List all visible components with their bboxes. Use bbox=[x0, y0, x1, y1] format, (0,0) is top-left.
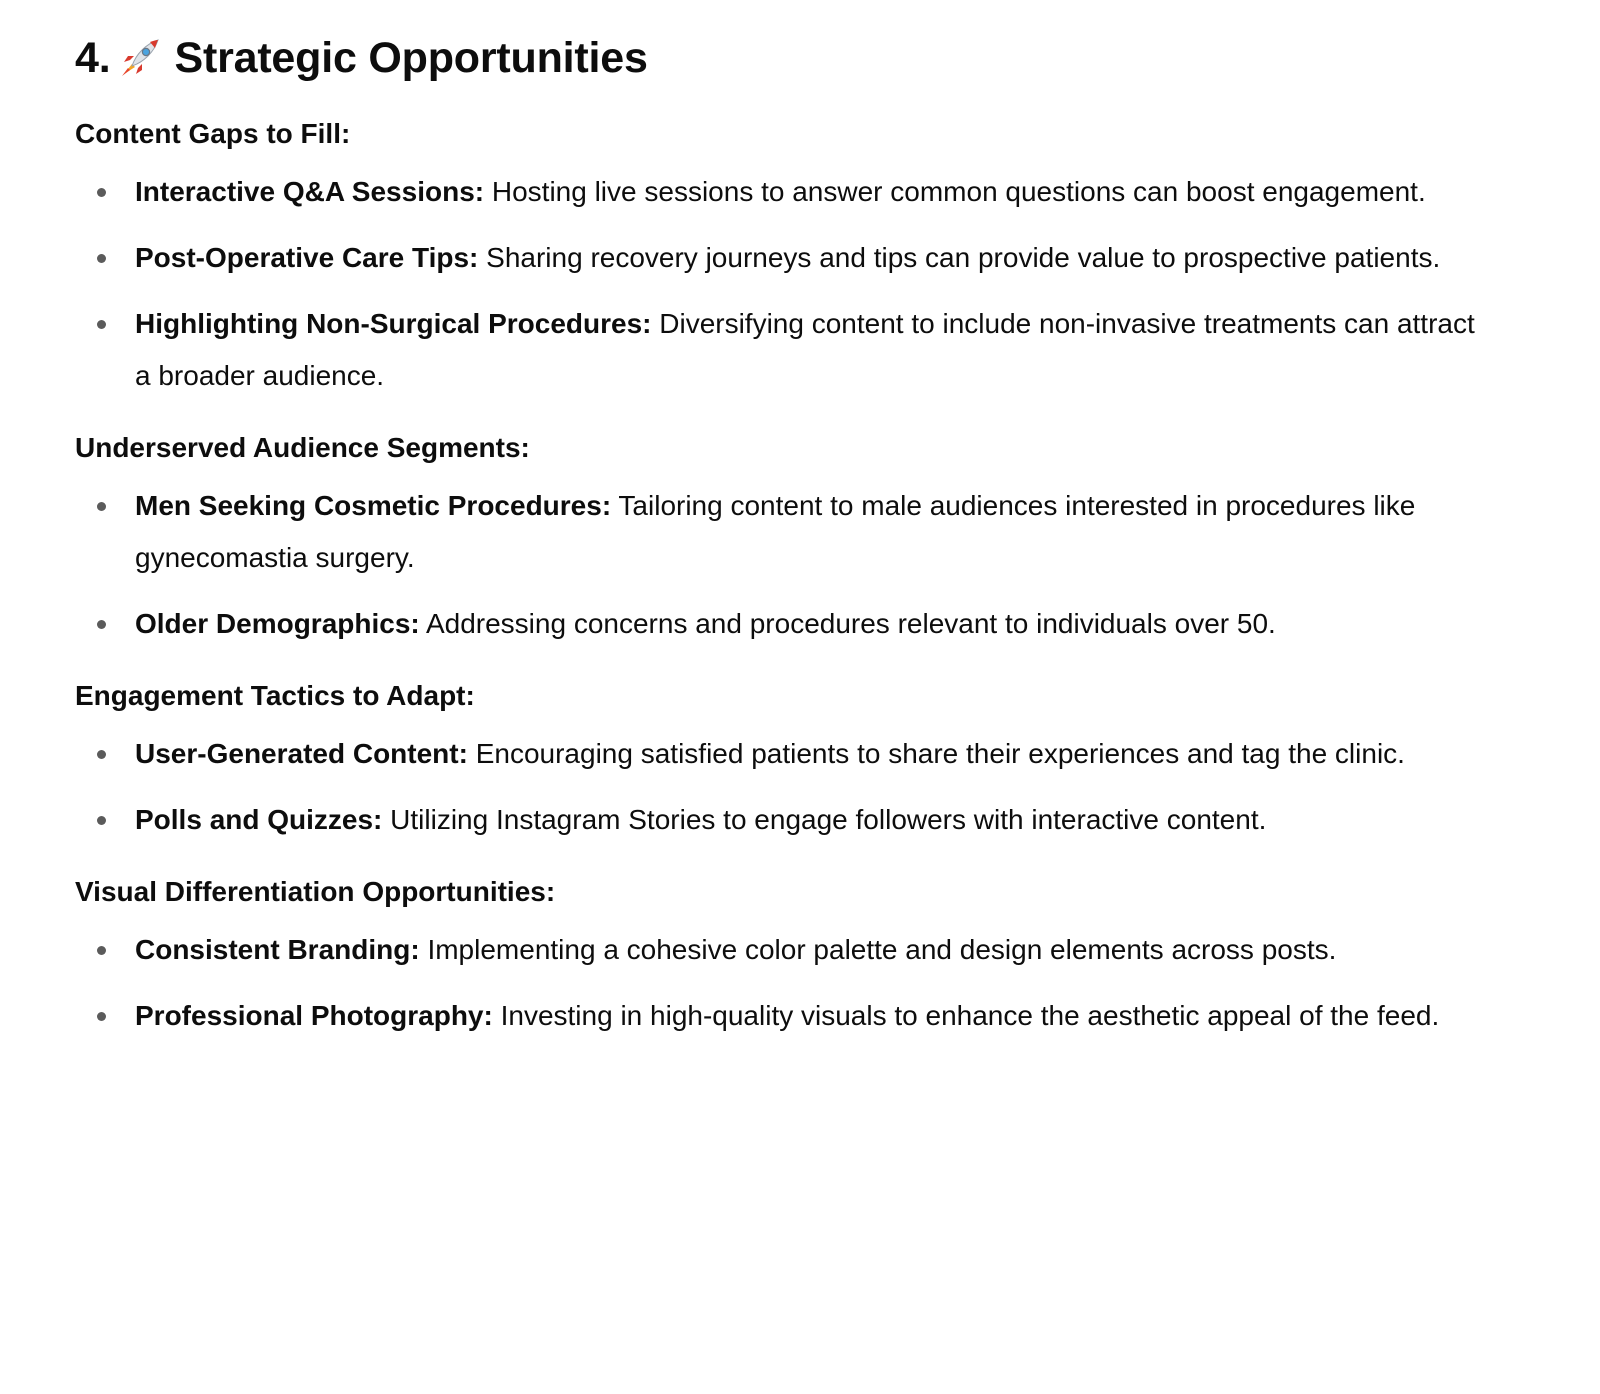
section-title: Content Gaps to Fill: bbox=[75, 118, 351, 149]
list-item bbox=[75, 794, 1525, 846]
bullet-list bbox=[75, 728, 1525, 846]
bullet-icon bbox=[97, 816, 106, 825]
list-item bbox=[75, 990, 1525, 1042]
bullet-icon bbox=[97, 1012, 106, 1021]
bullet-icon bbox=[97, 502, 106, 511]
sections-container bbox=[75, 116, 1525, 1042]
item-description: Tailoring content to male audiences interested in procedures like gynecomastia surgery. bbox=[135, 490, 1416, 573]
bullet-list bbox=[75, 924, 1525, 1042]
section-title: Engagement Tactics to Adapt: bbox=[75, 680, 475, 711]
item-description: Investing in high-quality visuals to enhance the aesthetic appeal of the feed. bbox=[492, 1000, 1440, 1031]
bullet-icon bbox=[97, 254, 106, 263]
item-description: Sharing recovery journeys and tips can provide value to prospective patients. bbox=[478, 242, 1441, 273]
rocket-icon bbox=[116, 34, 164, 82]
item-description: Diversifying content to include non-invasive treatments can attract a broader audience. bbox=[135, 308, 1475, 391]
list-item bbox=[75, 166, 1525, 218]
heading-number: 4. bbox=[75, 34, 111, 82]
bullet-icon bbox=[97, 188, 106, 197]
item-term: Men Seeking Cosmetic Procedures: bbox=[135, 490, 612, 521]
item-description: Implementing a cohesive color palette and design elements across posts. bbox=[419, 934, 1337, 965]
item-term: Consistent Branding: bbox=[135, 934, 420, 965]
item-description: Addressing concerns and procedures relevant to individuals over 50. bbox=[419, 608, 1276, 639]
item-description: Hosting live sessions to answer common questions can boost engagement. bbox=[484, 176, 1426, 207]
item-term: Interactive Q&A Sessions: bbox=[135, 176, 485, 207]
heading-title: Strategic Opportunities bbox=[174, 34, 648, 82]
item-description: Encouraging satisfied patients to share their experiences and tag the clinic. bbox=[467, 738, 1405, 769]
bullet-list bbox=[75, 166, 1525, 402]
section-title: Visual Differentiation Opportunities: bbox=[75, 876, 556, 907]
page-title bbox=[75, 30, 1525, 86]
item-term: Professional Photography: bbox=[135, 1000, 493, 1031]
section-title: Underserved Audience Segments: bbox=[75, 432, 530, 463]
bullet-icon bbox=[97, 946, 106, 955]
bullet-icon bbox=[97, 620, 106, 629]
item-term: Post-Operative Care Tips: bbox=[135, 242, 479, 273]
list-item bbox=[75, 598, 1525, 650]
item-term: Older Demographics: bbox=[135, 608, 420, 639]
bullet-icon bbox=[97, 750, 106, 759]
list-item bbox=[75, 232, 1525, 284]
list-item bbox=[75, 298, 1525, 402]
bullet-list bbox=[75, 480, 1525, 650]
section bbox=[75, 116, 1525, 402]
bullet-icon bbox=[97, 320, 106, 329]
section bbox=[75, 874, 1525, 1042]
item-term: Polls and Quizzes: bbox=[135, 804, 383, 835]
list-item bbox=[75, 728, 1525, 780]
item-term: User-Generated Content: bbox=[135, 738, 468, 769]
item-term: Highlighting Non-Surgical Procedures: bbox=[135, 308, 652, 339]
item-description: Utilizing Instagram Stories to engage followers with interactive content. bbox=[382, 804, 1267, 835]
list-item bbox=[75, 924, 1525, 976]
section bbox=[75, 430, 1525, 650]
section bbox=[75, 678, 1525, 846]
list-item bbox=[75, 480, 1525, 584]
